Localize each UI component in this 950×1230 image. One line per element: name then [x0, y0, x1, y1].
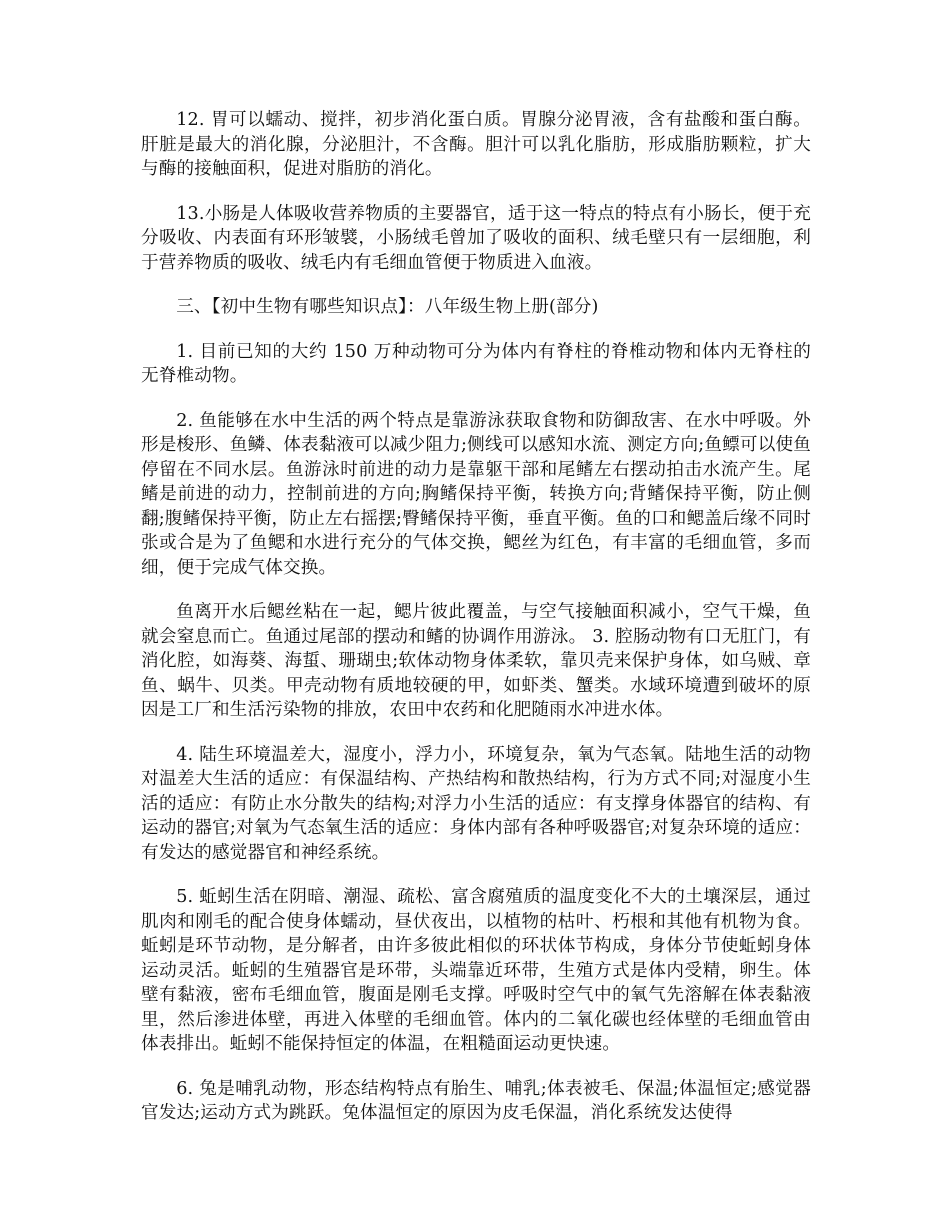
paragraph-6-rabbit: 6. 兔是哺乳动物，形态结构特点有胎生、哺乳;体表被毛、保温;体温恒定;感觉器官发达;运动方式为跳跃。兔体温恒定的原因为皮毛保温，消化系统发达使得 [141, 1078, 811, 1123]
paragraph-5-earthworm: 5. 蚯蚓生活在阴暗、潮湿、疏松、富含腐殖质的温度变化不大的土壤深层，通过肌肉和刚毛的配合使身体蠕动，昼伏夜出，以植物的枯叶、朽根和其他有机物为食。蚯蚓是环节动物，是分解者，由许多彼此相似的环状体节构成，身体分节使蚯蚓身体运动灵活。蚯蚓的生殖器官是环带，头端靠近环带，生殖方式是体内受精，卵生。体壁有黏液，密布毛细血管，腹面是刚毛支撑。呼吸时空气中的氧气先溶解在体表黏液里，然后渗进体壁，再进入体壁的毛细血管。体内的二氧化碳也经体壁的毛细血管由体表排出。蚯蚓不能保持恒定的体温，在粗糙面运动更快速。 [141, 887, 811, 1054]
paragraph-2-fish: 2. 鱼能够在水中生活的两个特点是靠游泳获取食物和防御敌害、在水中呼吸。外形是梭形、鱼鳞、体表黏液可以减少阻力;侧线可以感知水流、测定方向;鱼鳔可以使鱼停留在不同水层。鱼游泳时前进的动力是靠躯干部和尾鳍左右摆动拍击水流产生。尾鳍是前进的动力，控制前进的方向;胸鳍保持平衡，转换方向;背鳍保持平衡，防止侧翻;腹鳍保持平衡，防止左右摇摆;臀鳍保持平衡，垂直平衡。鱼的口和鳃盖后缘不同时张或合是为了鱼鳃和水进行充分的气体交换，鳃丝为红色，有丰富的毛细血管，多而细，便于完成气体交换。 [141, 410, 811, 578]
document-body [141, 108, 811, 1146]
paragraph-fish-gills-and-3-coelenterates: 鱼离开水后鳃丝粘在一起，鳃片彼此覆盖，与空气接触面积减小，空气干燥，鱼就会窒息而亡。鱼通过尾部的摆动和鳍的协调作用游泳。 3. 腔肠动物有口无肛门，有消化腔，如海葵、海蜇、珊瑚虫;软体动物身体柔软，靠贝壳来保护身体，如乌贼、章鱼、蜗牛、贝类。甲壳动物有质地较硬的甲，如虾类、蟹类。水域环境遭到破坏的原因是工厂和生活污染物的排放，农田中农药和化肥随雨水冲进水体。 [141, 602, 811, 720]
paragraph-12-stomach: 12. 胃可以蠕动、搅拌，初步消化蛋白质。胃腺分泌胃液，含有盐酸和蛋白酶。肝脏是最大的消化腺，分泌胆汁，不含酶。胆汁可以乳化脂肪，形成脂肪颗粒，扩大与酶的接触面积，促进对脂肪的消化。 [141, 110, 811, 179]
paragraph-13-small-intestine: 13.小肠是人体吸收营养物质的主要器官，适于这一特点的特点有小肠长，便于充分吸收、内表面有环形皱襞，小肠绒毛曾加了吸收的面积、绒毛壁只有一层细胞，利于营养物质的吸收、绒毛内有毛细血管便于物质进入血液。 [141, 203, 811, 273]
paragraph-4-land-environment: 4. 陆生环境温差大，湿度小，浮力小，环境复杂，氧为气态氧。陆地生活的动物对温差大生活的适应：有保温结构、产热结构和散热结构，行为方式不同;对湿度小生活的适应：有防止水分散失的结构;对浮力小生活的适应：有支撑身体器官的结构、有运动的器官;对氧为气态氧生活的适应：身体内部有各种呼吸器官;对复杂环境的适应：有发达的感觉器官和神经系统。 [141, 744, 811, 863]
paragraph-1-animal-classification: 1. 目前已知的大约 150 万种动物可分为体内有脊柱的脊椎动物和体内无脊柱的无脊椎动物。 [141, 341, 811, 386]
section-heading-grade8: 三、【初中生物有哪些知识点】：八年级生物上册(部分) [176, 297, 599, 317]
